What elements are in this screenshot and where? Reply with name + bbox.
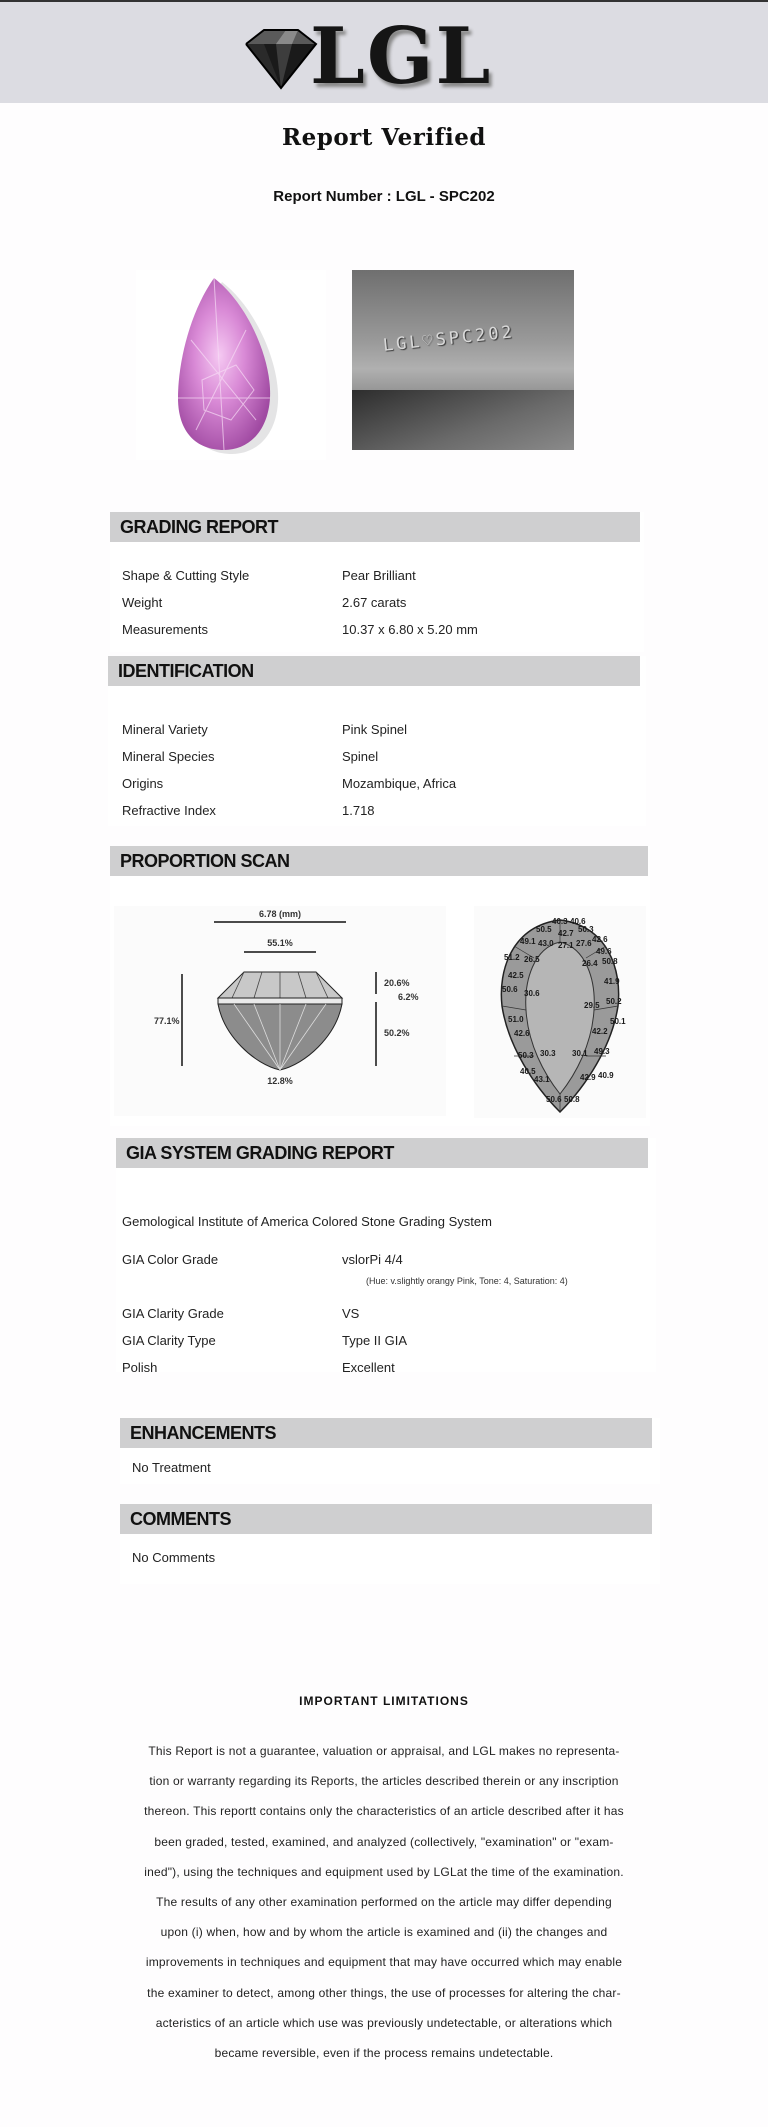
top-view-value: 42.2 (592, 1027, 608, 1036)
gia-heading: GIA SYSTEM GRADING REPORT (116, 1138, 648, 1168)
top-view-value: 50.5 (536, 925, 552, 934)
proportion-section (110, 846, 650, 1126)
top-view-value: 51.0 (508, 1015, 524, 1024)
limitations-line: ined"), using the techniques and equipment used by LGLat the time of the examination. (144, 1864, 624, 1879)
culet-label: 12.8% (267, 1076, 293, 1086)
side-profile-diagram (114, 906, 446, 1116)
top-view-value: 42.6 (514, 1029, 530, 1038)
row-label: Weight (122, 595, 163, 610)
row-label: Refractive Index (122, 803, 216, 818)
top-view-value: 42.9 (580, 1073, 596, 1082)
comments-value: No Comments (132, 1550, 216, 1565)
top-view-value: 49.6 (596, 947, 612, 956)
limitations-title: IMPORTANT LIMITATIONS (299, 1694, 469, 1708)
table-label: 55.1% (267, 938, 293, 948)
enhancements-value: No Treatment (132, 1460, 211, 1475)
top-view-value: 27.1 (558, 941, 574, 950)
enhancements-heading: ENHANCEMENTS (120, 1418, 652, 1448)
row-value: Excellent (342, 1360, 395, 1375)
identification-heading: IDENTIFICATION (108, 656, 640, 686)
top-view-value: 30.6 (524, 989, 540, 998)
limitations-line: became reversible, even if the process remains undetectable. (214, 2046, 554, 2061)
row-value: 2.67 carats (342, 595, 407, 610)
top-view-value: 41.9 (604, 977, 620, 986)
row-value: Pear Brilliant (342, 568, 416, 583)
limitations-line: upon (i) when, how and by whom the article is examined and (ii) the changes and (160, 1925, 608, 1940)
row-label: GIA Clarity Type (122, 1333, 216, 1348)
top-view-value: 49.3 (594, 1047, 610, 1056)
top-view-value: 50.8 (602, 957, 618, 966)
pavilion-label: 50.2% (384, 1028, 410, 1038)
top-view-value: 26.5 (524, 955, 540, 964)
lgl-logo[interactable] (232, 11, 493, 102)
comments-section (120, 1504, 660, 1584)
top-view-value: 30.1 (572, 1049, 588, 1058)
row-label: GIA Clarity Grade (122, 1306, 224, 1321)
row-label: Mineral Variety (122, 722, 208, 737)
gia-system-label: Gemological Institute of America Colored Stone Grading System (122, 1214, 492, 1229)
row-value: vslorPi 4/4 (342, 1252, 403, 1267)
limitations-line: The results of any other examination performed on the article may differ depending (156, 1895, 612, 1910)
top-view-value: 42.6 (592, 935, 608, 944)
top-view-value: 30.3 (540, 1049, 556, 1058)
row-label: Measurements (122, 622, 208, 637)
limitations-body (118, 1736, 650, 2068)
top-view-value: 42.7 (558, 929, 574, 938)
top-view-value: 51.2 (504, 953, 520, 962)
row-value: 1.718 (342, 803, 375, 818)
top-view-value: 40.9 (598, 1071, 614, 1080)
identification-section (108, 656, 646, 826)
girdle-label: 6.2% (398, 992, 419, 1002)
inscription-text: LGL♡SPC202 (382, 322, 516, 356)
limitations-line: tion or warranty regarding its Reports, the articles described therein or any inscription (149, 1774, 619, 1789)
depth-label: 77.1% (154, 1016, 180, 1026)
limitations-line: thereon. This reportt contains only the characteristics of an article described after it has (144, 1804, 624, 1819)
top-view-value: 49.1 (520, 937, 536, 946)
top-view-value: 29.5 (584, 1001, 600, 1010)
report-number: Report Number : LGL - SPC202 (273, 188, 495, 205)
comments-heading: COMMENTS (120, 1504, 652, 1534)
row-label: Mineral Species (122, 749, 215, 764)
limitations-line: This Report is not a guarantee, valuation or appraisal, and LGL makes no representa- (148, 1744, 620, 1758)
row-label: GIA Color Grade (122, 1252, 219, 1267)
logo-text: LGL (310, 11, 493, 102)
top-view-value: 50.1 (610, 1017, 626, 1026)
top-view-value: 50.6 (546, 1095, 562, 1104)
limitations-line: been graded, tested, examined, and analyzed (collectively, "examination" or "exam- (154, 1834, 614, 1849)
page-title: Report Verified (282, 124, 486, 151)
row-label: Origins (122, 776, 164, 791)
top-view-diagram (474, 906, 646, 1118)
color-grade-note: (Hue: v.slightly orangy Pink, Tone: 4, Saturation: 4) (366, 1276, 568, 1286)
top-view-value: 50.3 (518, 1051, 534, 1060)
row-value: VS (342, 1306, 360, 1321)
row-value: 10.37 x 6.80 x 5.20 mm (342, 622, 478, 637)
limitations-line: acteristics of an article which use was previously undetectable, or alterations which (155, 2015, 613, 2030)
row-label: Polish (122, 1360, 158, 1375)
top-view-value: 50.6 (502, 985, 518, 994)
grading-section (110, 512, 644, 652)
row-label: Shape & Cutting Style (122, 568, 250, 583)
top-view-value: 40.3 (552, 917, 568, 926)
top-view-value: 43.0 (538, 939, 554, 948)
site-header (0, 0, 768, 103)
grading-heading: GRADING REPORT (110, 512, 640, 542)
girdle-ledge (352, 390, 574, 450)
top-view-value: 40.5 (520, 1067, 536, 1076)
row-value: Spinel (342, 749, 379, 764)
top-view-value: 40.6 (570, 917, 586, 926)
top-view-value: 50.3 (578, 925, 594, 934)
row-value: Pink Spinel (342, 722, 408, 737)
gia-section (116, 1138, 656, 1375)
proportion-heading: PROPORTION SCAN (110, 846, 648, 876)
inscription-photo (352, 270, 574, 450)
limitations-line: the examiner to detect, among other things, the use of processes for altering the char- (147, 1985, 621, 2000)
top-view-value: 50.2 (606, 997, 622, 1006)
top-view-value: 43.1 (534, 1075, 550, 1084)
enhancements-section (120, 1418, 660, 1484)
top-view-value: 50.8 (564, 1095, 580, 1104)
crown-label: 20.6% (384, 978, 410, 988)
limitations-line: improvements in techniques and equipment that may have occurred which may enable (145, 1955, 623, 1970)
top-view-value: 27.6 (576, 939, 592, 948)
gem-photo (136, 270, 326, 460)
row-value: Mozambique, Africa (342, 776, 457, 791)
top-view-value: 42.5 (508, 971, 524, 980)
top-view-value: 26.4 (582, 959, 598, 968)
width-label: 6.78 (mm) (258, 909, 302, 919)
row-value: Type II GIA (342, 1333, 408, 1348)
